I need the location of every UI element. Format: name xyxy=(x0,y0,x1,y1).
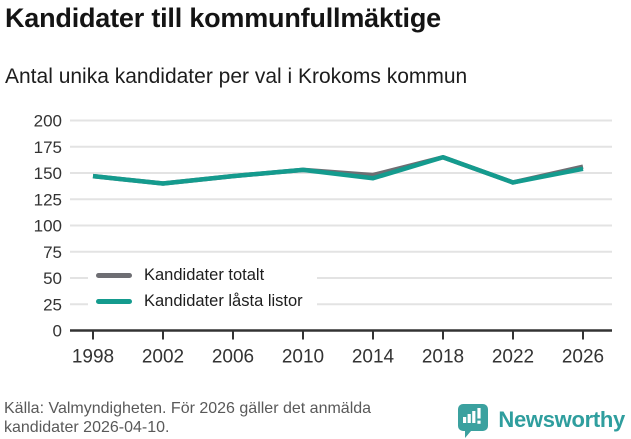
legend-swatch xyxy=(96,299,132,304)
y-axis-label: 125 xyxy=(33,190,62,210)
footer xyxy=(0,398,631,439)
x-axis-label: 1998 xyxy=(71,346,115,368)
chart-title: Kandidater till kommunfullmäktige xyxy=(5,3,441,33)
exclamation-bar xyxy=(478,408,481,419)
x-axis-label: 2026 xyxy=(561,346,605,368)
x-axis-label: 2002 xyxy=(141,346,185,368)
legend-label: Kandidater totalt xyxy=(144,265,265,284)
y-axis-label: 100 xyxy=(33,216,62,236)
y-axis-label: 75 xyxy=(43,242,62,262)
legend-label: Kandidater låsta listor xyxy=(144,291,303,310)
exclamation-dot xyxy=(478,421,481,424)
legend-swatch xyxy=(96,273,132,278)
x-axis-label: 2018 xyxy=(421,346,465,368)
newsworthy-logo-icon xyxy=(456,402,490,438)
legend-item xyxy=(96,288,303,314)
legend-item xyxy=(96,262,303,288)
y-axis-label: 25 xyxy=(43,295,62,315)
y-axis-label: 0 xyxy=(52,321,62,341)
brand-lockup xyxy=(456,402,625,438)
y-axis-label: 200 xyxy=(33,111,62,131)
chart-legend xyxy=(88,260,317,316)
y-axis-label: 150 xyxy=(33,164,62,183)
chart-subtitle: Antal unika kandidater per val i Krokoms kommun xyxy=(5,65,468,88)
x-axis-label: 2010 xyxy=(281,346,325,368)
brand-name: Newsworthy xyxy=(498,407,625,432)
y-axis-label: 50 xyxy=(43,269,62,288)
x-axis-label: 2014 xyxy=(351,346,395,368)
y-axis-label: 175 xyxy=(33,137,62,157)
source-note: Källa: Valmyndigheten. För 2026 gäller det anmälda kandidater 2026-04-10. xyxy=(4,400,372,436)
x-axis-label: 2022 xyxy=(491,346,535,368)
x-axis-label: 2006 xyxy=(211,346,255,368)
